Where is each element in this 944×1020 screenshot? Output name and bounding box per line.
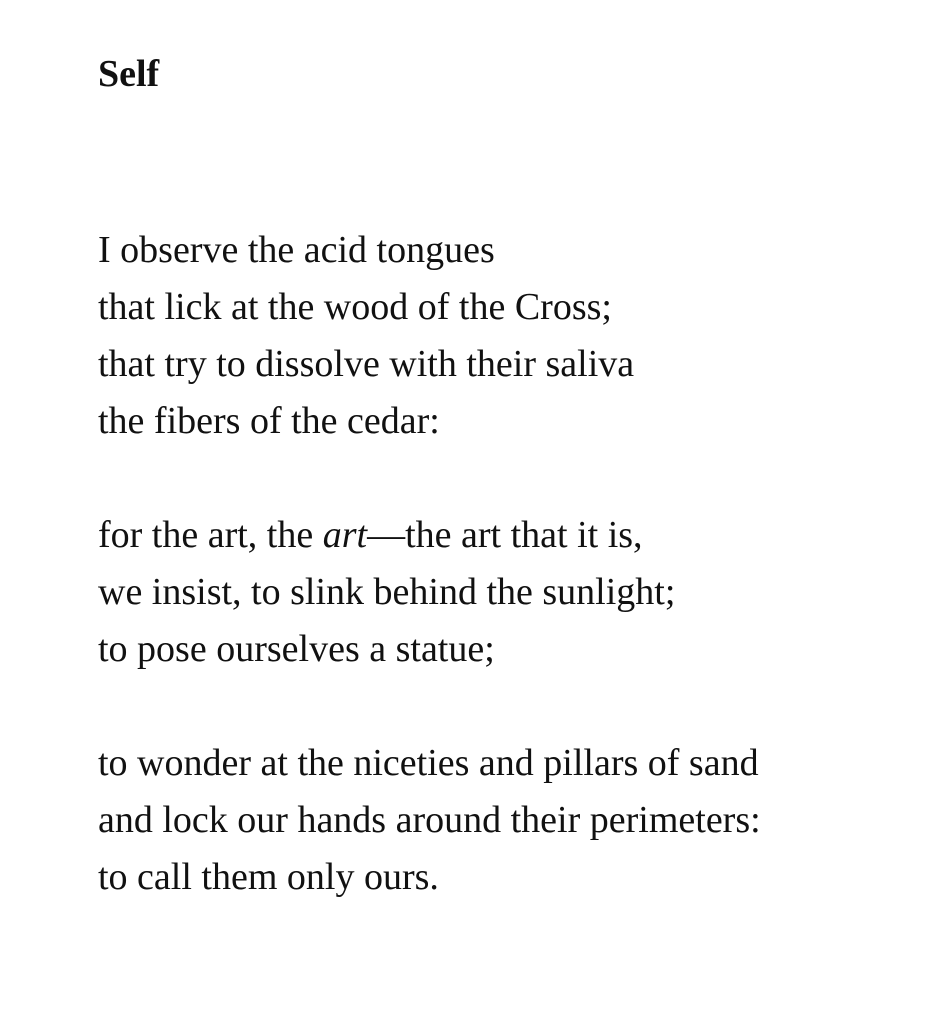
- poem-line: I observe the acid tongues: [98, 229, 495, 271]
- poem-line: that lick at the wood of the Cross;: [98, 286, 612, 328]
- poem-line: [98, 507, 918, 564]
- stanza-3: [98, 735, 918, 906]
- poem-body: [98, 222, 918, 963]
- poem-line-segment: —the art that it is,: [367, 514, 643, 556]
- stanza-1: [98, 222, 918, 450]
- poem-line: that try to dissolve with their saliva: [98, 343, 635, 385]
- poem-line: we insist, to slink behind the sunlight;: [98, 571, 676, 613]
- poem-line-emphasis: art: [322, 514, 368, 556]
- poem-line: and lock our hands around their perimeters:: [98, 799, 761, 841]
- poem-line: to wonder at the niceties and pillars of sand: [98, 742, 759, 784]
- poem-line: the fibers of the cedar:: [98, 400, 440, 442]
- poem-line-segment: for the art, the: [98, 514, 323, 556]
- poem-line: to pose ourselves a statue;: [98, 628, 495, 670]
- stanza-2: [98, 507, 918, 678]
- poem-line: to call them only ours.: [98, 856, 439, 898]
- poem-title: Self: [98, 53, 160, 95]
